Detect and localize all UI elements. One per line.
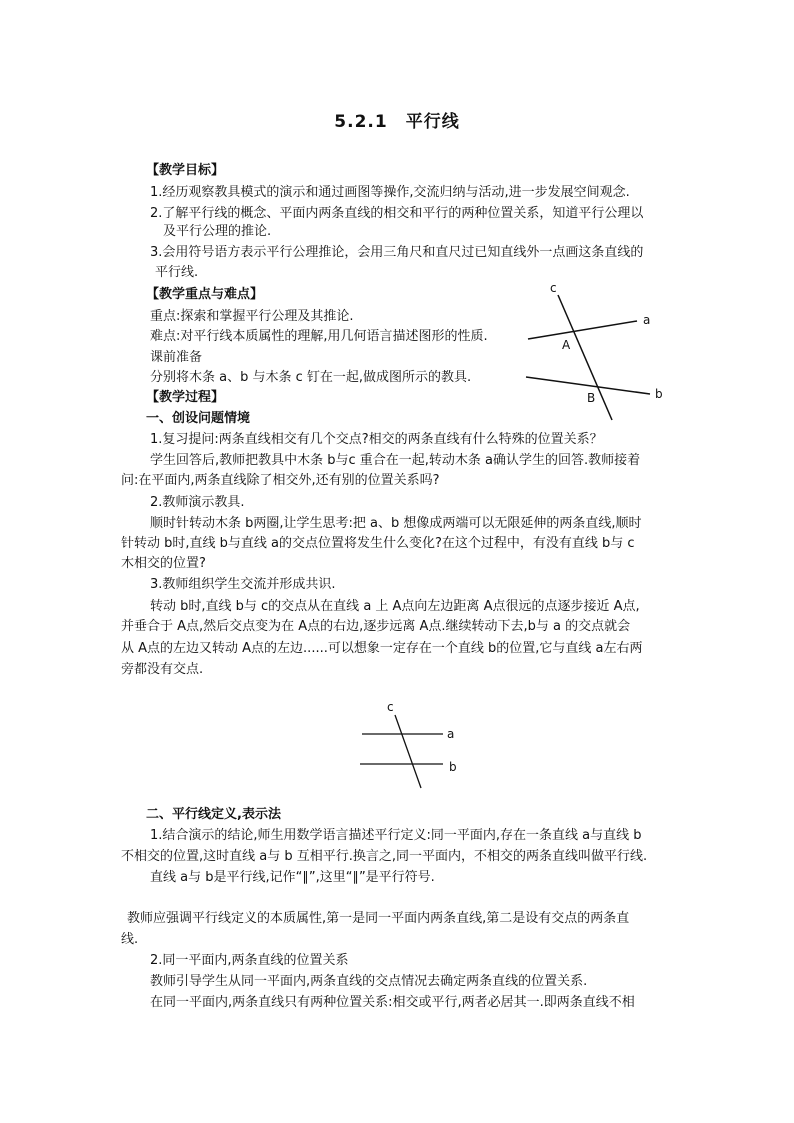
- label-b: b: [449, 760, 457, 774]
- paragraph-line: 教师引导学生从同一平面内,两条直线的交点情况去确定两条直线的位置关系.: [150, 974, 588, 989]
- section-heading: 【教学过程】: [146, 390, 225, 405]
- label-A: A: [562, 338, 571, 352]
- label-b: b: [655, 387, 663, 401]
- paragraph-line: 针转动 b时,直线 b与直线 a的交点位置将发生什么变化?在这个过程中，有没有直线 b与 c: [121, 536, 635, 551]
- paragraph-line: 3.教师组织学生交流并形成共识.: [150, 577, 336, 592]
- paragraph-line: 课前准备: [150, 350, 203, 365]
- paragraph-line: 3.会用符号语方表示平行公理推论，会用三角尺和直尺过已知直线外一点画这条直线的: [150, 245, 644, 260]
- label-a: a: [447, 727, 455, 741]
- paragraph-line: 并垂合于 A点,然后交点变为在 A点的右边,逐步远离 A点.继续转动下去,b与 a 的交点就会: [121, 619, 631, 634]
- label-c: c: [550, 281, 557, 295]
- paragraph-line: 1.经历观察教具模式的演示和通过画图等操作,交流归纳与活动,进一步发展空间观念.: [150, 185, 630, 200]
- teaching-aid-figure: [520, 280, 680, 425]
- paragraph-line: 平行线.: [155, 265, 199, 280]
- section-heading: 【教学重点与难点】: [146, 287, 264, 302]
- paragraph-line: 及平行公理的推论.: [163, 224, 272, 239]
- paragraph-line: 2.教师演示教具.: [150, 495, 245, 510]
- label-a: a: [643, 313, 651, 327]
- paragraph-line: 1.结合演示的结论,师生用数学语言描述平行定义:同一平面内,存在一条直线 a与直线 b: [150, 828, 642, 843]
- paragraph-line: 转动 b时,直线 b与 c的交点从在直线 a 上 A点向左边距离 A点很远的点逐步接近 A点,: [150, 599, 640, 614]
- paragraph-line: 线.: [121, 932, 139, 947]
- section-heading: 【教学目标】: [146, 163, 225, 178]
- paragraph-line: 直线 a与 b是平行线,记作“∥”,这里“∥”是平行符号.: [150, 870, 435, 885]
- paragraph-line: 学生回答后,教师把教具中木条 b与c 重合在一起,转动木条 a确认学生的回答.教师接着: [150, 453, 641, 468]
- section-heading: 一、创设问题情境: [146, 411, 251, 426]
- line-a: [528, 321, 637, 339]
- section-heading: 二、平行线定义,表示法: [146, 807, 281, 822]
- paragraph-line: 难点:对平行线本质属性的理解,用几何语言描述图形的性质.: [150, 329, 488, 344]
- paragraph-line: 重点:探索和掌握平行公理及其推论.: [150, 309, 354, 324]
- paragraph-line: 从 A点的左边又转动 A点的左边......可以想象一定存在一个直线 b的位置,它与直线 a左右两: [121, 641, 643, 656]
- page-title: 5.2.1 平行线: [334, 112, 460, 132]
- paragraph-line: 问:在平面内,两条直线除了相交外,还有别的位置关系吗?: [121, 473, 440, 488]
- paragraph-line: 顺时针转动木条 b两圈,让学生思考:把 a、b 想像成两端可以无限延伸的两条直线,顺时: [150, 516, 642, 531]
- paragraph-line: 不相交的位置,这时直线 a与 b 互相平行.换言之,同一平面内，不相交的两条直线叫做平行线.: [121, 849, 648, 864]
- line-c: [395, 715, 421, 788]
- paragraph-line: 1.复习提问:两条直线相交有几个交点?相交的两条直线有什么特殊的位置关系？: [150, 432, 603, 447]
- paragraph-line: 教师应强调平行线定义的本质属性,第一是同一平面内两条直线,第二是设有交点的两条直: [127, 911, 630, 926]
- line-c: [558, 295, 612, 420]
- paragraph-line: 在同一平面内,两条直线只有两种位置关系:相交或平行,两者必居其一.即两条直线不相: [150, 995, 635, 1010]
- paragraph-line: 木相交的位置?: [121, 556, 206, 571]
- label-B: B: [587, 391, 596, 405]
- paragraph-line: 分别将木条 a、b 与木条 c 钉在一起,做成图所示的教具.: [150, 370, 472, 385]
- paragraph-line: 旁都没有交点.: [121, 662, 204, 677]
- paragraph-line: 2.了解平行线的概念、平面内两条直线的相交和平行的两种位置关系，知道平行公理以: [150, 206, 644, 221]
- paragraph-line: 2.同一平面内,两条直线的位置关系: [150, 953, 349, 968]
- label-c: c: [387, 700, 394, 714]
- parallel-lines-figure: [355, 698, 470, 793]
